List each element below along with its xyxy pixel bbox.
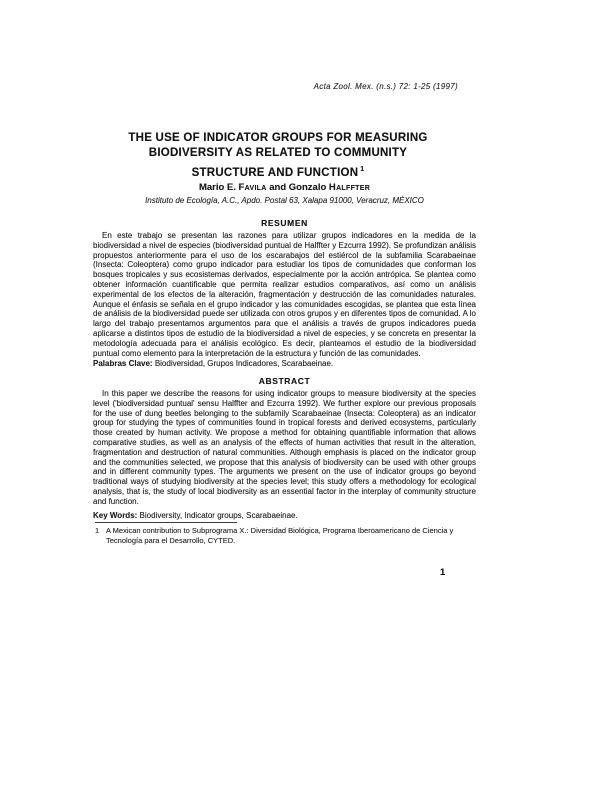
resumen-heading: RESUMEN: [261, 218, 308, 228]
footnote-marker: 1: [95, 526, 100, 535]
resumen-section: [93, 231, 476, 369]
title-line-3: [78, 162, 478, 181]
journal-header: Acta Zool. Mex. (n.s.) 72: 1-25 (1997): [313, 82, 458, 91]
footnote: [95, 526, 476, 546]
title-footnote-marker: 1: [360, 165, 365, 173]
palabras-clave-values: Biodiversidad, Grupos Indicadores, Scarabaeinae.: [152, 359, 334, 369]
abstract-paragraph: In this paper we describe the reasons for using indicator groups to measure biodiversity at the species level ('biodiversidad puntual' sensu Halffter and Ezcurra 1992). We further explore our previous proposals for the use of dung beetles belonging to the subfamily Scarabaeinae (Insecta: Coleoptera) as an indicator group for studying the types of communities found in tropical forests and derived ecosystems, particularly those created by human activity. We propose a method for obtaining quantifiable information that allows comparative studies, as well as an analysis of the effects of human activities that result in the alteration, fragmentation and destruction of natural communities. Although emphasis is placed on the indicator group and the communities selected, we propose that this analysis of biodiversity can be used with other groups and in different community types. The arguments we present on the use of indicator groups go beyond traditional ways of studying biodiversity at the species level; this study offers a methodology for ecological analysis, that is, the study of local biodiversity as an essential factor in the interplay of community structure and function.: [93, 389, 476, 506]
key-words-values: Biodiversity, Indicator groups, Scarabaeinae.: [137, 510, 298, 520]
author-1-surname: Favila: [238, 182, 267, 193]
abstract-heading: ABSTRACT: [258, 376, 311, 386]
footnote-text: A Mexican contribution to Subprograma X.: Diversidad Biológica, Programa Iberoamericano de Ciencia y Tecnología para el Desarrollo, CYTED.: [106, 526, 454, 545]
page-number: 1: [440, 567, 446, 578]
authors-line: [93, 182, 476, 193]
authors-connector: and Gonzalo: [266, 182, 329, 193]
title-line-2: BIODIVERSITY AS RELATED TO COMMUNITY: [148, 147, 408, 160]
footnote-separator-rule: [95, 522, 237, 523]
abstract-keywords-line: [93, 511, 476, 521]
abstract-section: [93, 389, 476, 520]
title-line-1: THE USE OF INDICATOR GROUPS FOR MEASURING: [128, 132, 428, 144]
title-line-3-text: STRUCTURE AND FUNCTION: [191, 166, 359, 179]
author-1-given: Mario E.: [198, 182, 239, 193]
author-2-surname: Halffter: [328, 182, 371, 193]
article-title: [78, 131, 478, 181]
palabras-clave-label: Palabras Clave:: [93, 359, 153, 369]
affiliation-line: Instituto de Ecología, A.C., Apdo. Postal 63, Xalapa 91000, Veracruz, MÉXICO: [145, 196, 424, 205]
resumen-keywords-line: [93, 359, 476, 369]
key-words-label: Key Words:: [93, 510, 138, 520]
resumen-paragraph: En este trabajo se presentan las razones para utilizar grupos indicadores en la medida de la biodiversidad a nivel de especies (biodiversidad puntual de Halffter y Ezcurra 1992). Se profundizan análisis propuestos anteriormente para el uso de los escarabajos del estiércol de la subfamilia Scarabaeinae (Insecta: Coleoptera) como grupo indicador para estudiar los tipos de comunidades que conforman los bosques tropicales y sus ecosistemas derivados, especialmente por la acción antrópica. Se plantea como obtener información cuantificable que permita realizar estudios comparativos, así como un análisis experimental de los efectos de la alteración, fragmentación y destrucción de las comunidades naturales. Aunque el énfasis se señala en el grupo indicador y las comunidades escogidas, se plantea que esta línea de análisis de la biodiversidad puede ser utilizada con otros grupos y en diferentes tipos de comunidad. A lo largo del trabajo presentamos argumentos para que el análisis a través de grupos indicadores pueda aplicarse a distintos tipos de estudio de la biodiversidad a nivel de especies, y se concreta en presentar la metodología adecuada para el análisis ecológico. Es decir, planteamos el estudio de la biodiversidad puntual como elemento para la interpretación de la estructura y función de las comunidades.: [93, 231, 476, 358]
